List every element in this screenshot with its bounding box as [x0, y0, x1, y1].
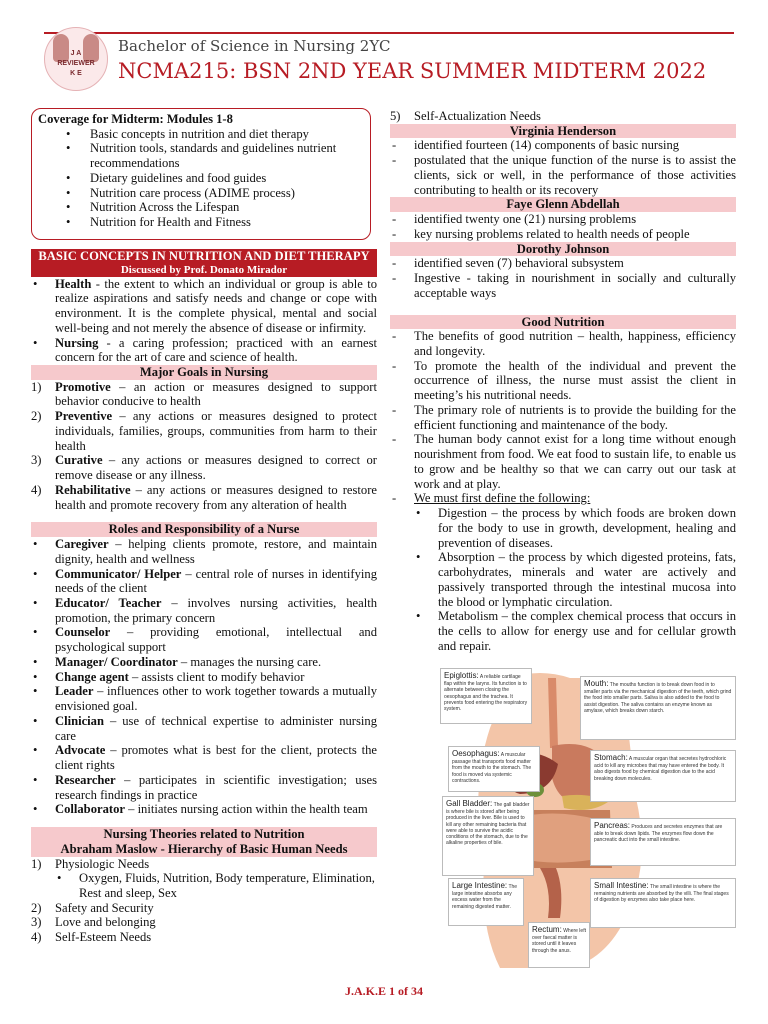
right-column	[390, 109, 736, 653]
list-item: - To promote the health of the individual and prevent the occurrence of illness, the nurse must assist the client in meeting’s his nutritional needs.	[392, 358, 736, 403]
document-title: NCMA215: BSN 2ND YEAR SUMMER MIDTERM 2022	[118, 59, 707, 83]
list-item: • Counselor – providing emotional, intellectual and psychological support	[33, 625, 377, 655]
list-item: • Health - the extent to which an individual or group is able to realize aspirations and satisfy needs and change or cope with environment. It is the complete physical, mental and social well-being and not merely the absence of disease or infirmity.	[33, 276, 377, 335]
list-item: - key nursing problems related to health needs of people	[392, 226, 690, 241]
reviewer-logo	[44, 27, 108, 91]
list-item: • Dietary guidelines and food guides	[38, 171, 364, 186]
good-nutrition-heading: Good Nutrition	[390, 315, 736, 330]
henderson-heading: Virginia Henderson	[390, 124, 736, 139]
list-item: • Oxygen, Fluids, Nutrition, Body temperature, Elimination, Rest and sleep, Sex	[57, 871, 375, 900]
term: Nursing	[55, 335, 99, 350]
header-rule	[44, 32, 734, 34]
list-item: 1) Promotive – an action or measures designed to support behavior conducive to health	[31, 379, 377, 409]
digestive-system-diagram	[440, 668, 736, 970]
definition: - the extent to which an individual or group is able to realize aspirations and satisfy needs and change or cope with environment. It is the complete physical, mental and social well-being and not merely the absence of disease or infirmity.	[55, 276, 377, 335]
list-item: • Researcher – participates in scientific investigation; uses research findings in practice	[33, 772, 377, 802]
list-item: • Leader – influences other to work together towards a mutually envisioned goal.	[33, 684, 377, 714]
program-subtitle: Bachelor of Science in Nursing 2YC	[118, 37, 391, 55]
list-item: • Advocate – promotes what is best for the client, protects the client rights	[33, 743, 377, 773]
list-item: • Change agent – assists client to modify behavior	[33, 669, 305, 684]
roles-heading: Roles and Responsibility of a Nurse	[31, 522, 377, 537]
list-item: • Nutrition care process (ADIME process)	[38, 186, 364, 201]
list-item: • Absorption – the process by which digested proteins, fats, carbohydrates, minerals and water are actively and passively transported through the intestinal mucosa into the blood or lymphatic circulation.	[416, 550, 736, 609]
maslow-heading: Abraham Maslow - Hierarchy of Basic Human Needs	[31, 842, 377, 857]
list-item: 3) Curative – any actions or measures designed to correct or remove disease or any illness.	[31, 453, 377, 483]
list-item: - The benefits of good nutrition – health, happiness, efficiency and longevity.	[392, 329, 736, 359]
list-item: 4) Self-Esteem Needs	[31, 930, 152, 945]
page-footer: J.A.K.E 1 of 34	[345, 984, 423, 998]
logo-text-mid: REVIEWER	[57, 60, 95, 67]
list-item: • Nutrition for Health and Fitness	[38, 215, 364, 230]
list-item: • Communicator/ Helper – central role of nurses in identifying needs of the client	[33, 566, 378, 596]
list-item: • Nutrition tools, standards and guidelines nutrient recommendations	[38, 141, 364, 170]
list-item: - We must first define the following:	[392, 491, 591, 506]
epiglottis-callout: Epiglottis: A reliable cartilage flap within the larynx. Its function is to alternate between closing the oesophagus and the trachea. It prevents food entering the respiratory system.	[440, 668, 532, 724]
list-item: • Caregiver – helping clients promote, restore, and maintain dignity, health and wellness	[33, 537, 377, 566]
list-item: 3) Love and belonging	[31, 915, 156, 930]
list-item: • Clinician – use of technical expertise to administer nursing care	[33, 713, 377, 743]
list-item: - identified fourteen (14) components of basic nursing	[392, 138, 680, 153]
list-item: 1) Physiologic Needs	[31, 856, 150, 871]
list-item: - The human body cannot exist for a long time without enough nourishment from food. We eat food to sustain life, to enable us to grow and be healthy so that we can carry out our task at work and at play.	[392, 432, 736, 491]
list-item: • Manager/ Coordinator – manages the nursing care.	[33, 654, 322, 669]
list-item: 5) Self-Actualization Needs	[390, 109, 541, 123]
logo-text-top: J A	[70, 50, 82, 57]
list-item: - postulated that the unique function of the nurse is to assist the clients, sick or well, in the performance of those activities contributing to health or its recovery	[392, 153, 736, 197]
list-item: • Basic concepts in nutrition and diet therapy	[38, 127, 364, 142]
gall-bladder-callout: Gall Bladder: The gall bladder is where bile is stored after being produced in the liver. Bile is used to kill any other remaining bacteria that were able to survive the acidic conditions of the stomach, due to the alkaline properties of bile.	[442, 796, 534, 876]
pancreas-callout: Pancreas: Produces and secretes enzymes that are able to break down lipids. The enzymes flow down the pancreatic duct into the small intestine.	[590, 818, 736, 866]
johnson-heading: Dorothy Johnson	[390, 242, 736, 257]
list-item: - identified seven (7) behavioral subsystem	[392, 256, 624, 271]
term: Health	[55, 276, 92, 291]
theories-heading: Nursing Theories related to Nutrition	[31, 827, 377, 842]
left-column	[31, 249, 377, 945]
logo-text-bottom: K E	[70, 70, 82, 77]
coverage-box	[31, 108, 371, 240]
definition: - a caring profession; practiced with an earnest concern for the art of care and science of health.	[55, 335, 377, 365]
basic-concepts-heading: BASIC CONCEPTS IN NUTRITION AND DIET THERAPY	[31, 249, 377, 264]
list-item: 2) Preventive – any actions or measures designed to protect individuals, families, groups, communities from harm to their health	[31, 409, 377, 453]
coverage-title: Coverage for Midterm: Modules 1-8	[38, 112, 233, 126]
list-item: • Nursing - a caring profession; practiced with an earnest concern for the art of care and science of health.	[33, 335, 377, 365]
list-item: • Nutrition Across the Lifespan	[38, 200, 364, 215]
discussed-by: Discussed by Prof. Donato Mirador	[31, 264, 377, 277]
list-item: 2) Safety and Security	[31, 900, 154, 915]
stomach-callout: Stomach: A muscular organ that secretes hydrochloric acid to kill any microbes that may have entered the body. It also digests food by chemical digestion due to the acid breaking down molecules.	[590, 750, 736, 802]
mouth-callout: Mouth: The mouths function is to break down food in to smaller parts via the mechanical digestion of the teeth, which grind the food into smaller parts. Saliva is also added to the food to assist digestion. The saliva contains an enzyme known as amylase, which breaks down starch.	[580, 676, 736, 740]
oesophagus-callout: Oesophagus: A muscular passage that transports food matter from the mouth to the stomach. The food is moved via systemic contractions.	[448, 746, 540, 792]
major-goals-heading: Major Goals in Nursing	[31, 365, 377, 380]
small-intestine-callout: Small Intestine: The small intestine is where the remaining nutrients are absorbed by the villi. The final stages of digestion by enzymes also take place here.	[590, 878, 736, 928]
list-item: - identified twenty one (21) nursing problems	[392, 212, 637, 227]
list-item: - Ingestive - taking in nourishment in socially and culturally acceptable ways	[392, 271, 736, 300]
list-item: - The primary role of nutrients is to provide the building for the efficient functioning and maintenance of the body.	[392, 402, 736, 432]
coverage-list	[38, 127, 364, 230]
list-item: • Educator/ Teacher – involves nursing activities, health promotion, the primary concern	[33, 596, 377, 625]
list-item: • Digestion – the process by which foods are broken down for the body to use in growth, development, healing and prevention of diseases.	[416, 506, 736, 550]
list-item: 4) Rehabilitative – any actions or measures designed to restore health and promote recovery from any alteration of health	[31, 482, 377, 512]
list-item: • Metabolism – the complex chemical process that occurs in the cells to allow for energy use and for cellular growth and repair.	[416, 609, 736, 653]
large-intestine-callout: Large Intestine: The large intestine absorbs any excess water from the remaining digested matter.	[448, 878, 524, 926]
rectum-callout: Rectum: Where left over faecal matter is stored until it leaves through the anus.	[528, 922, 590, 968]
list-item: • Collaborator – initiates nursing action within the health team	[33, 802, 368, 817]
abdellah-heading: Faye Glenn Abdellah	[390, 197, 736, 212]
